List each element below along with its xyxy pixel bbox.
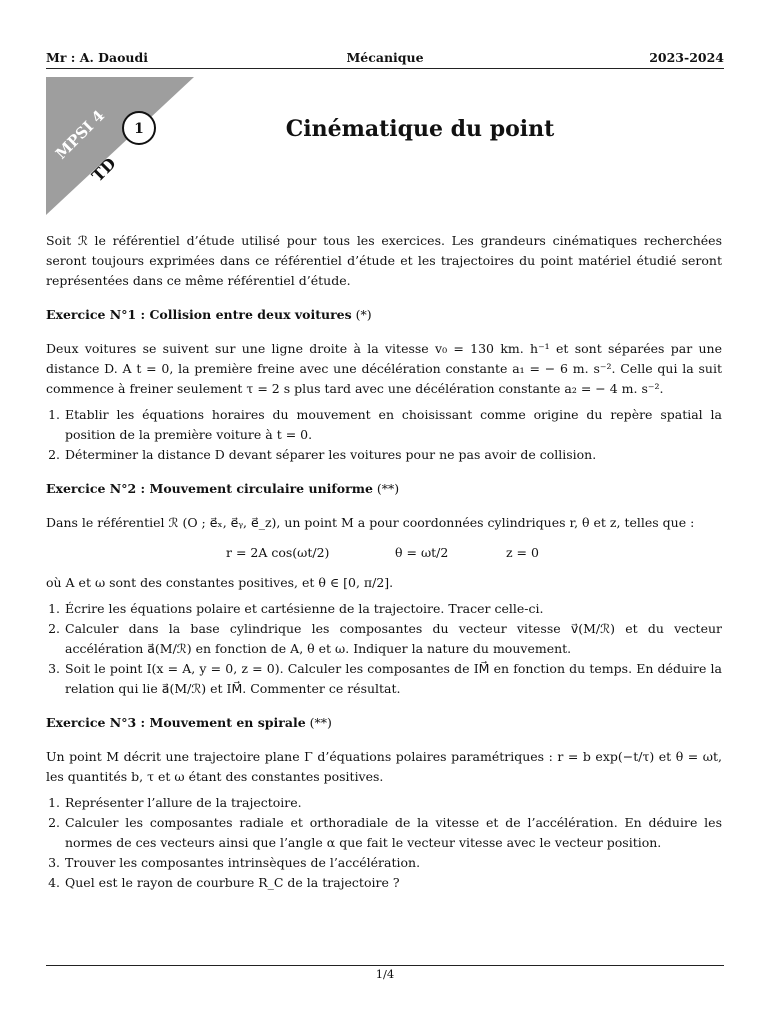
exercise-3-questions bbox=[46, 793, 722, 893]
equations-row bbox=[46, 535, 722, 571]
equation-z: z = 0 bbox=[506, 545, 539, 560]
exercise-1-stars: (*) bbox=[351, 307, 372, 322]
sheet-number: 1 bbox=[122, 111, 156, 145]
td-label: TD bbox=[88, 153, 120, 186]
equation-theta: θ = ωt/2 bbox=[395, 545, 449, 560]
exercise-3-heading bbox=[46, 713, 722, 733]
footer-divider bbox=[46, 965, 724, 966]
exercise-2-title: Exercice N°2 : Mouvement circulaire uniforme bbox=[46, 481, 373, 496]
header-year: 2023-2024 bbox=[649, 50, 724, 65]
exercise-2-questions bbox=[46, 599, 722, 699]
exercise-3-text: Un point M décrit une trajectoire plane Γ d’équations polaires paramétriques : r = b exp(−t/τ) et θ = ωt, les quantités b, τ et ω étant des constantes positives. bbox=[46, 749, 722, 784]
exercise-2-heading bbox=[46, 479, 722, 499]
exercise-2-text: Dans le référentiel ℛ (O ; e⃗ₓ, e⃗ᵧ, e⃗_z), un point M a pour coordonnées cylindriques r, θ et z, telles que : bbox=[46, 515, 695, 530]
page-title: Cinématique du point bbox=[285, 116, 555, 142]
class-label: MPSI 4 bbox=[52, 106, 109, 163]
list-item: 2. Déterminer la distance D devant séparer les voitures pour ne pas avoir de collision. bbox=[64, 445, 722, 465]
list-item: 3. Trouver les composantes intrinsèques de l’accélération. bbox=[64, 853, 722, 873]
list-item: 2. Calculer dans la base cylindrique les composantes du vecteur vitesse v⃗(M/ℛ) et du vecteur accélération a⃗(M/ℛ) en fonction de A, θ et ω. Indiquer la nature du mouvement. bbox=[64, 619, 722, 659]
list-item: 1. Écrire les équations polaire et cartésienne de la trajectoire. Tracer celle-ci. bbox=[64, 599, 722, 619]
list-item: 3. Soit le point I(x = A, y = 0, z = 0). Calculer les composantes de IM⃗ en fonction du temps. En déduire la relation qui lie a⃗(M/ℛ) et IM⃗. Commenter ce résultat. bbox=[64, 659, 722, 699]
document-body bbox=[46, 231, 722, 907]
exercise-2-stars: (**) bbox=[372, 481, 400, 496]
header-author: Mr : A. Daoudi bbox=[46, 50, 148, 65]
exercise-1-heading bbox=[46, 305, 722, 325]
exercise-1-questions bbox=[46, 405, 722, 465]
header-subject: Mécanique bbox=[346, 50, 424, 65]
exercise-3-stars: (**) bbox=[305, 715, 332, 730]
exercise-1-text: Deux voitures se suivent sur une ligne droite à la vitesse v₀ = 130 km. h⁻¹ et sont séparées par une distance D. A t = 0, la première freine avec une décélération constante a₁ = − 6 m. s⁻². Celle qui la suit commence à freiner seulement τ = 2 s plus tard avec une décélération constante a₂ = − 4 m. s⁻². bbox=[46, 341, 722, 396]
intro-paragraph: Soit ℛ le référentiel d’étude utilisé pour tous les exercices. Les grandeurs cinématiques recherchées seront toujours exprimées dans ce référentiel d’étude et les trajectoires du point matériel étudié seront représentées dans ce même référentiel d’étude. bbox=[46, 233, 722, 288]
list-item: 4. Quel est le rayon de courbure R_C de la trajectoire ? bbox=[64, 873, 722, 893]
equation-r: r = 2A cos(ωt/2) bbox=[226, 545, 330, 560]
exercise-1-title: Exercice N°1 : Collision entre deux voitures bbox=[46, 307, 352, 322]
page-header bbox=[46, 50, 724, 69]
list-item: 1. Représenter l’allure de la trajectoire. bbox=[64, 793, 722, 813]
list-item: 1. Etablir les équations horaires du mouvement en choisissant comme origine du repère spatial la position de la première voiture à t = 0. bbox=[64, 405, 722, 445]
page-number: 1/4 bbox=[375, 967, 395, 981]
exercise-3-title: Exercice N°3 : Mouvement en spirale bbox=[46, 715, 306, 730]
exercise-2-text-2: où A et ω sont des constantes positives, et θ ∈ [0, π/2]. bbox=[46, 575, 394, 590]
list-item: 2. Calculer les composantes radiale et orthoradiale de la vitesse et de l’accélération. En déduire les normes de ces vecteurs ainsi que l’angle α que fait le vecteur vitesse avec le vecteur position. bbox=[64, 813, 722, 853]
